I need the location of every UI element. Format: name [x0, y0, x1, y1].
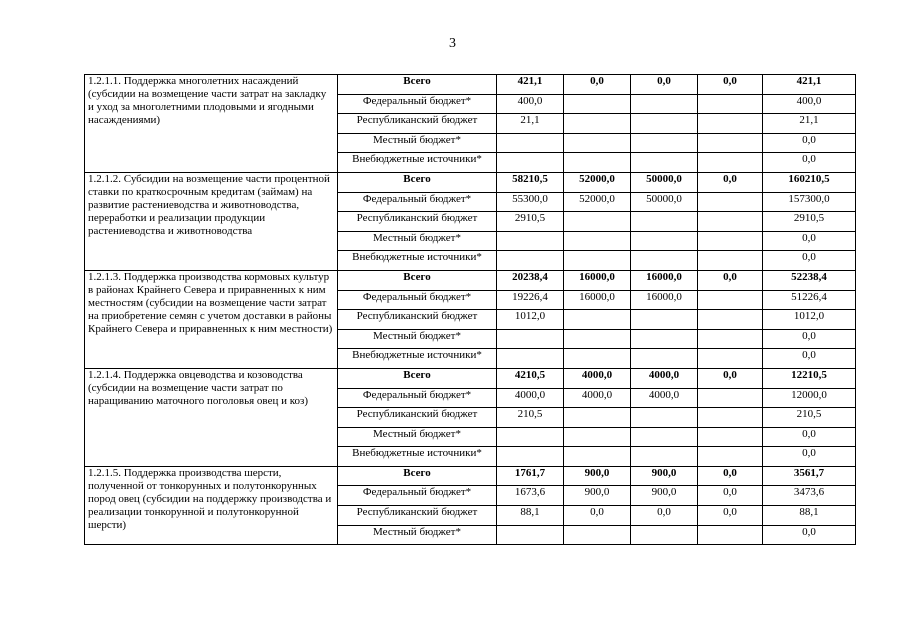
amount-cell: 0,0 — [763, 251, 856, 271]
amount-cell — [631, 251, 698, 271]
funding-source: Местный бюджет* — [338, 525, 497, 545]
amount-cell: 16000,0 — [564, 270, 631, 290]
amount-cell — [698, 427, 763, 447]
amount-cell: 3473,6 — [763, 486, 856, 506]
amount-cell: 21,1 — [497, 114, 564, 134]
amount-cell: 52238,4 — [763, 270, 856, 290]
amount-cell: 51226,4 — [763, 290, 856, 310]
amount-cell: 1012,0 — [763, 310, 856, 330]
amount-cell — [497, 153, 564, 173]
page-number: 3 — [449, 36, 456, 51]
amount-cell: 1012,0 — [497, 310, 564, 330]
amount-cell — [698, 349, 763, 369]
amount-cell: 900,0 — [564, 486, 631, 506]
amount-cell — [564, 427, 631, 447]
amount-cell: 0,0 — [763, 329, 856, 349]
amount-cell: 0,0 — [631, 75, 698, 95]
amount-cell — [698, 447, 763, 467]
amount-cell: 2910,5 — [763, 212, 856, 232]
amount-cell — [631, 153, 698, 173]
table-row-total — [85, 466, 856, 486]
table-row-total — [85, 368, 856, 388]
funding-source: Всего — [338, 466, 497, 486]
amount-cell: 0,0 — [564, 506, 631, 526]
amount-cell: 4000,0 — [497, 388, 564, 408]
amount-cell — [631, 525, 698, 545]
amount-cell — [631, 133, 698, 153]
funding-source: Всего — [338, 75, 497, 95]
funding-source: Федеральный бюджет* — [338, 192, 497, 212]
amount-cell — [564, 212, 631, 232]
amount-cell: 52000,0 — [564, 192, 631, 212]
measure-description: 1.2.1.3. Поддержка производства кормовых культур в районах Крайнего Севера и приравненных к ним местностям (субсидии на возмещение части затрат на приобретение семян с учетом доставки в районы Крайнего Севера и приравненных к ним местности) — [85, 270, 338, 368]
funding-source: Федеральный бюджет* — [338, 486, 497, 506]
funding-source: Внебюджетные источники* — [338, 447, 497, 467]
funding-source: Внебюджетные источники* — [338, 349, 497, 369]
amount-cell: 157300,0 — [763, 192, 856, 212]
amount-cell — [631, 94, 698, 114]
amount-cell — [698, 192, 763, 212]
amount-cell: 0,0 — [763, 427, 856, 447]
amount-cell — [631, 231, 698, 251]
amount-cell — [698, 290, 763, 310]
amount-cell: 4000,0 — [564, 388, 631, 408]
funding-source: Внебюджетные источники* — [338, 153, 497, 173]
amount-cell: 16000,0 — [631, 290, 698, 310]
table-row-total — [85, 270, 856, 290]
amount-cell: 1673,6 — [497, 486, 564, 506]
amount-cell — [564, 310, 631, 330]
amount-cell: 3561,7 — [763, 466, 856, 486]
amount-cell: 58210,5 — [497, 172, 564, 192]
amount-cell — [564, 231, 631, 251]
measure-description: 1.2.1.4. Поддержка овцеводства и козоводства (субсидии на возмещение части затрат по наращиванию маточного поголовья овец и коз) — [85, 368, 338, 466]
amount-cell: 12210,5 — [763, 368, 856, 388]
amount-cell — [631, 310, 698, 330]
amount-cell: 50000,0 — [631, 192, 698, 212]
amount-cell: 0,0 — [698, 466, 763, 486]
amount-cell: 0,0 — [698, 75, 763, 95]
amount-cell: 900,0 — [564, 466, 631, 486]
amount-cell — [631, 329, 698, 349]
amount-cell: 16000,0 — [631, 270, 698, 290]
amount-cell: 4210,5 — [497, 368, 564, 388]
funding-source: Всего — [338, 172, 497, 192]
amount-cell — [497, 349, 564, 369]
amount-cell: 0,0 — [763, 133, 856, 153]
amount-cell: 12000,0 — [763, 388, 856, 408]
amount-cell — [631, 212, 698, 232]
amount-cell — [497, 231, 564, 251]
amount-cell: 0,0 — [763, 447, 856, 467]
amount-cell — [564, 133, 631, 153]
funding-source: Республиканский бюджет — [338, 310, 497, 330]
amount-cell — [631, 408, 698, 428]
funding-source: Республиканский бюджет — [338, 506, 497, 526]
funding-source: Федеральный бюджет* — [338, 388, 497, 408]
amount-cell — [497, 329, 564, 349]
amount-cell — [497, 251, 564, 271]
amount-cell — [698, 153, 763, 173]
amount-cell: 421,1 — [763, 75, 856, 95]
amount-cell: 0,0 — [763, 231, 856, 251]
amount-cell — [698, 525, 763, 545]
amount-cell — [564, 525, 631, 545]
amount-cell: 52000,0 — [564, 172, 631, 192]
amount-cell — [698, 251, 763, 271]
funding-source: Республиканский бюджет — [338, 212, 497, 232]
amount-cell: 0,0 — [631, 506, 698, 526]
amount-cell: 0,0 — [564, 75, 631, 95]
amount-cell: 4000,0 — [631, 388, 698, 408]
amount-cell: 210,5 — [497, 408, 564, 428]
amount-cell — [698, 329, 763, 349]
amount-cell: 55300,0 — [497, 192, 564, 212]
funding-source: Местный бюджет* — [338, 231, 497, 251]
amount-cell: 900,0 — [631, 466, 698, 486]
amount-cell — [564, 251, 631, 271]
funding-source: Местный бюджет* — [338, 133, 497, 153]
amount-cell: 210,5 — [763, 408, 856, 428]
funding-source: Федеральный бюджет* — [338, 94, 497, 114]
amount-cell: 421,1 — [497, 75, 564, 95]
amount-cell: 88,1 — [763, 506, 856, 526]
amount-cell: 0,0 — [763, 525, 856, 545]
funding-source: Всего — [338, 368, 497, 388]
amount-cell: 0,0 — [698, 270, 763, 290]
amount-cell — [698, 310, 763, 330]
amount-cell — [631, 427, 698, 447]
amount-cell — [698, 94, 763, 114]
amount-cell — [698, 388, 763, 408]
amount-cell: 20238,4 — [497, 270, 564, 290]
funding-source: Местный бюджет* — [338, 329, 497, 349]
amount-cell — [564, 329, 631, 349]
amount-cell — [698, 408, 763, 428]
amount-cell — [564, 447, 631, 467]
amount-cell: 160210,5 — [763, 172, 856, 192]
amount-cell: 0,0 — [698, 506, 763, 526]
amount-cell: 2910,5 — [497, 212, 564, 232]
amount-cell — [698, 212, 763, 232]
measure-description: 1.2.1.1. Поддержка многолетних насаждений (субсидии на возмещение части затрат на закладку и уход за многолетними плодовыми и ягодными насаждениями) — [85, 75, 338, 173]
funding-source: Местный бюджет* — [338, 427, 497, 447]
amount-cell — [497, 447, 564, 467]
measure-description: 1.2.1.2. Субсидии на возмещение части процентной ставки по краткосрочным кредитам (займам) на развитие растениеводства и животноводства, переработки и реализации продукции растениеводства и животноводства — [85, 172, 338, 270]
amount-cell — [564, 408, 631, 428]
amount-cell — [698, 114, 763, 134]
amount-cell: 0,0 — [698, 172, 763, 192]
amount-cell: 21,1 — [763, 114, 856, 134]
amount-cell: 4000,0 — [631, 368, 698, 388]
amount-cell: 50000,0 — [631, 172, 698, 192]
amount-cell — [698, 231, 763, 251]
amount-cell: 19226,4 — [497, 290, 564, 310]
funding-source: Всего — [338, 270, 497, 290]
amount-cell: 400,0 — [497, 94, 564, 114]
amount-cell: 0,0 — [698, 368, 763, 388]
amount-cell: 1761,7 — [497, 466, 564, 486]
funding-source: Республиканский бюджет — [338, 408, 497, 428]
amount-cell — [631, 114, 698, 134]
table-row-total — [85, 172, 856, 192]
amount-cell: 88,1 — [497, 506, 564, 526]
amount-cell — [497, 133, 564, 153]
amount-cell — [497, 427, 564, 447]
amount-cell — [564, 94, 631, 114]
amount-cell: 0,0 — [698, 486, 763, 506]
amount-cell — [564, 349, 631, 369]
amount-cell: 16000,0 — [564, 290, 631, 310]
amount-cell — [631, 349, 698, 369]
amount-cell: 0,0 — [763, 153, 856, 173]
funding-source: Республиканский бюджет — [338, 114, 497, 134]
amount-cell — [564, 153, 631, 173]
budget-table-body — [85, 75, 856, 545]
amount-cell — [497, 525, 564, 545]
funding-source: Внебюджетные источники* — [338, 251, 497, 271]
measure-description: 1.2.1.5. Поддержка производства шерсти, полученной от тонкорунных и полутонкорунных пород овец (субсидии на поддержку производства и реализации тонкорунной и полутонкорунной шерсти) — [85, 466, 338, 544]
table-row-total — [85, 75, 856, 95]
amount-cell — [564, 114, 631, 134]
amount-cell — [631, 447, 698, 467]
amount-cell: 0,0 — [763, 349, 856, 369]
funding-source: Федеральный бюджет* — [338, 290, 497, 310]
amount-cell: 4000,0 — [564, 368, 631, 388]
amount-cell: 900,0 — [631, 486, 698, 506]
amount-cell — [698, 133, 763, 153]
budget-table — [84, 74, 856, 545]
amount-cell: 400,0 — [763, 94, 856, 114]
